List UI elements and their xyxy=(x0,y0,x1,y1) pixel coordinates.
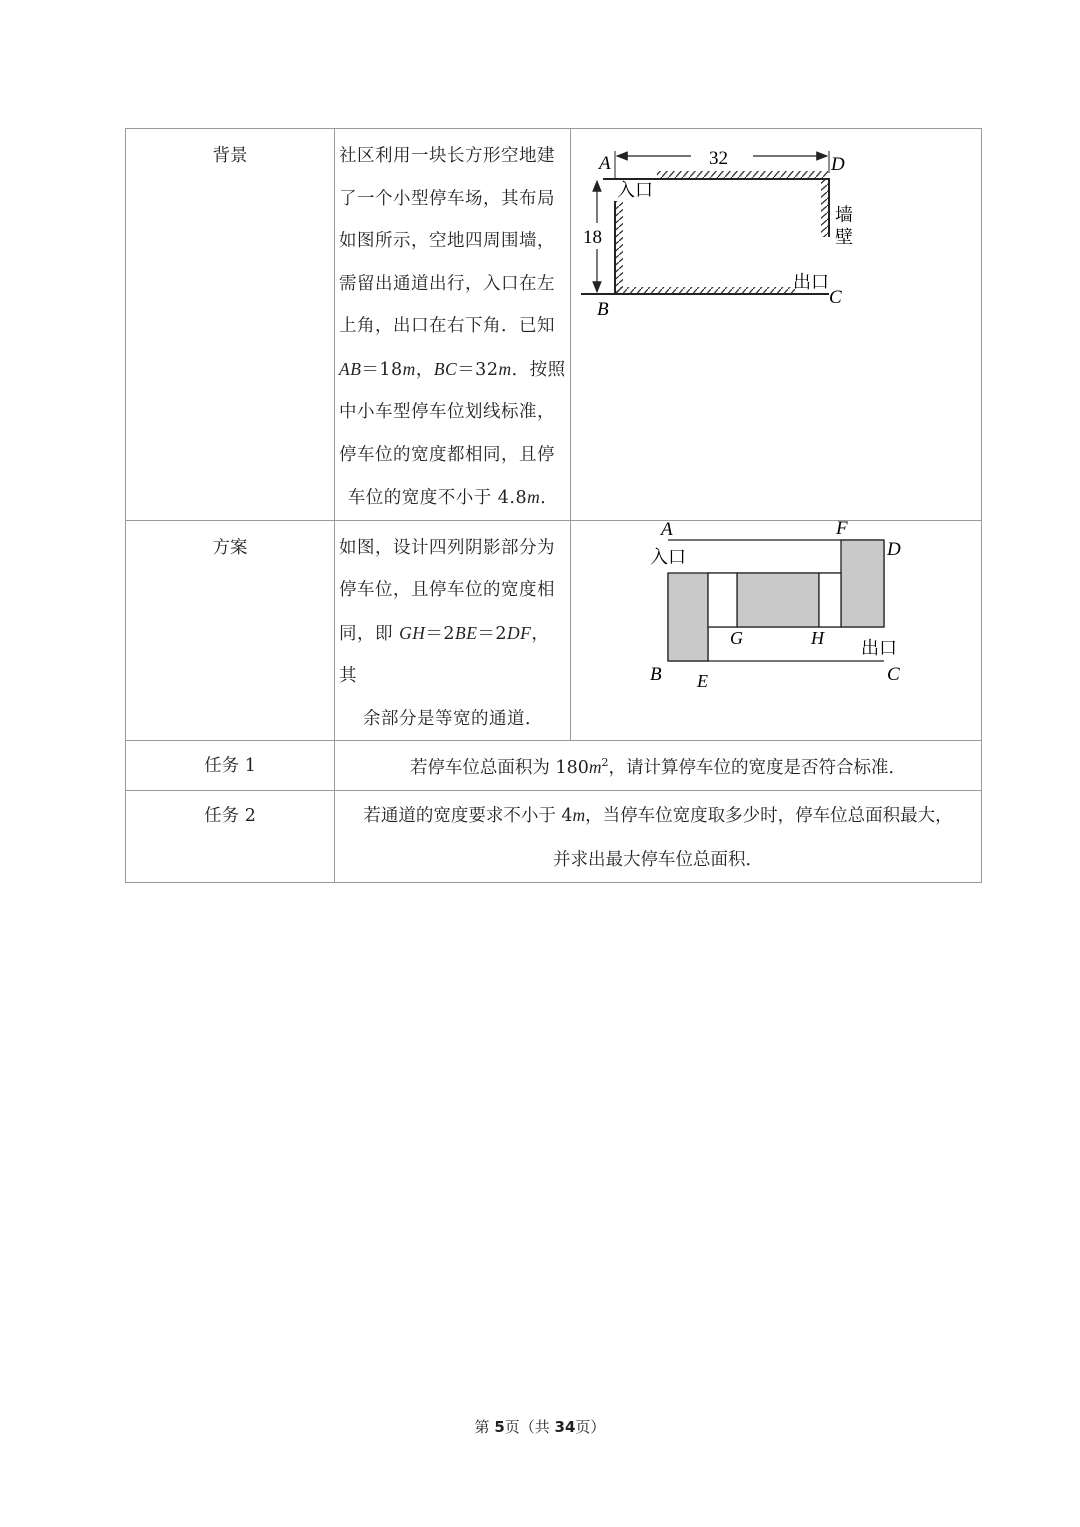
text-line: AB＝18m，BC＝32m．按照 xyxy=(339,358,566,380)
point-a-label: A xyxy=(661,520,673,540)
point-b-label: B xyxy=(650,663,662,685)
task1-text: 若停车位总面积为 $180m^2$，请计算停车位的宽度是否符合标准． xyxy=(335,741,982,791)
point-e-label: E xyxy=(697,670,708,691)
exit-label: 出口 xyxy=(793,272,829,292)
background-figure-cell xyxy=(571,129,982,521)
bottom-wall-hatch xyxy=(615,287,795,294)
left-length-label: 18 xyxy=(583,227,602,248)
point-d-label: D xyxy=(831,154,845,175)
task2-text xyxy=(335,790,982,882)
text-line: 了一个小型停车场，其布局 xyxy=(339,188,555,209)
text-line: 社区利用一块长方形空地建 xyxy=(339,146,555,166)
plan-label: 方案 xyxy=(126,520,335,741)
wall-label-2: 壁 xyxy=(835,227,853,247)
point-g-label: G xyxy=(730,627,743,648)
task1-label: 任务 1 xyxy=(126,741,335,791)
parking-spot-middle xyxy=(737,573,819,627)
plan-text xyxy=(335,520,571,741)
page-footer: 第 5页（共 34页） xyxy=(474,1418,606,1436)
text-line: 如图所示，空地四周围墙， xyxy=(339,231,555,251)
text-line: 如图，设计四列阴影部分为 xyxy=(339,537,555,558)
text-line: 车位的宽度不小于 4.8m． xyxy=(347,487,559,508)
top-wall-hatch xyxy=(657,171,828,178)
point-f-label: F xyxy=(836,520,848,539)
text-line: 中小车型停车位划线标准， xyxy=(339,402,555,422)
parking-spot-left xyxy=(668,573,708,661)
point-b-label: B xyxy=(597,299,609,320)
text-line: 若通道的宽度要求不小于 4m，当停车位宽度取多少时，停车位总面积最大， xyxy=(363,804,953,826)
gap-right xyxy=(819,573,841,627)
point-a-label: A xyxy=(599,153,611,174)
point-h-label: H xyxy=(811,627,824,648)
text-line: 停车位，且停车位的宽度相 xyxy=(339,580,555,600)
task1-row xyxy=(126,741,982,791)
left-wall-hatch xyxy=(615,201,623,294)
text-line: 上角，出口在右下角．已知 xyxy=(339,316,555,336)
exit-label: 出口 xyxy=(861,637,897,658)
parking-plan-diagram xyxy=(571,521,982,696)
task2-row xyxy=(126,790,982,882)
background-text xyxy=(335,129,571,521)
entrance-label: 入口 xyxy=(650,546,686,567)
total-pages: 34 xyxy=(554,1418,576,1436)
background-row xyxy=(126,129,982,521)
page-number: 5 xyxy=(494,1418,505,1436)
gap-left xyxy=(708,573,737,627)
top-length-label: 32 xyxy=(709,148,728,169)
plan-figure-cell xyxy=(571,520,982,741)
point-c-label: C xyxy=(887,663,900,685)
text-line: 余部分是等宽的通道． xyxy=(363,708,543,729)
text-line: 并求出最大停车位总面积． xyxy=(553,849,763,870)
background-label: 背景 xyxy=(126,129,335,521)
parking-lot-diagram xyxy=(571,129,982,329)
parking-spot-right xyxy=(841,540,884,627)
text-line: 同，即 GH＝2BE＝2DF，其 xyxy=(339,622,550,686)
text-line: 停车位的宽度都相同，且停 xyxy=(339,444,555,465)
point-c-label: C xyxy=(829,287,842,308)
plan-row xyxy=(126,520,982,741)
point-d-label: D xyxy=(887,538,901,560)
task2-label: 任务 2 xyxy=(126,790,335,882)
right-wall-hatch xyxy=(821,179,829,237)
text-line: 需留出通道出行，入口在左 xyxy=(339,273,555,294)
wall-label-1: 墙 xyxy=(835,205,853,225)
problem-table xyxy=(125,128,982,883)
entrance-label: 入口 xyxy=(617,180,653,200)
